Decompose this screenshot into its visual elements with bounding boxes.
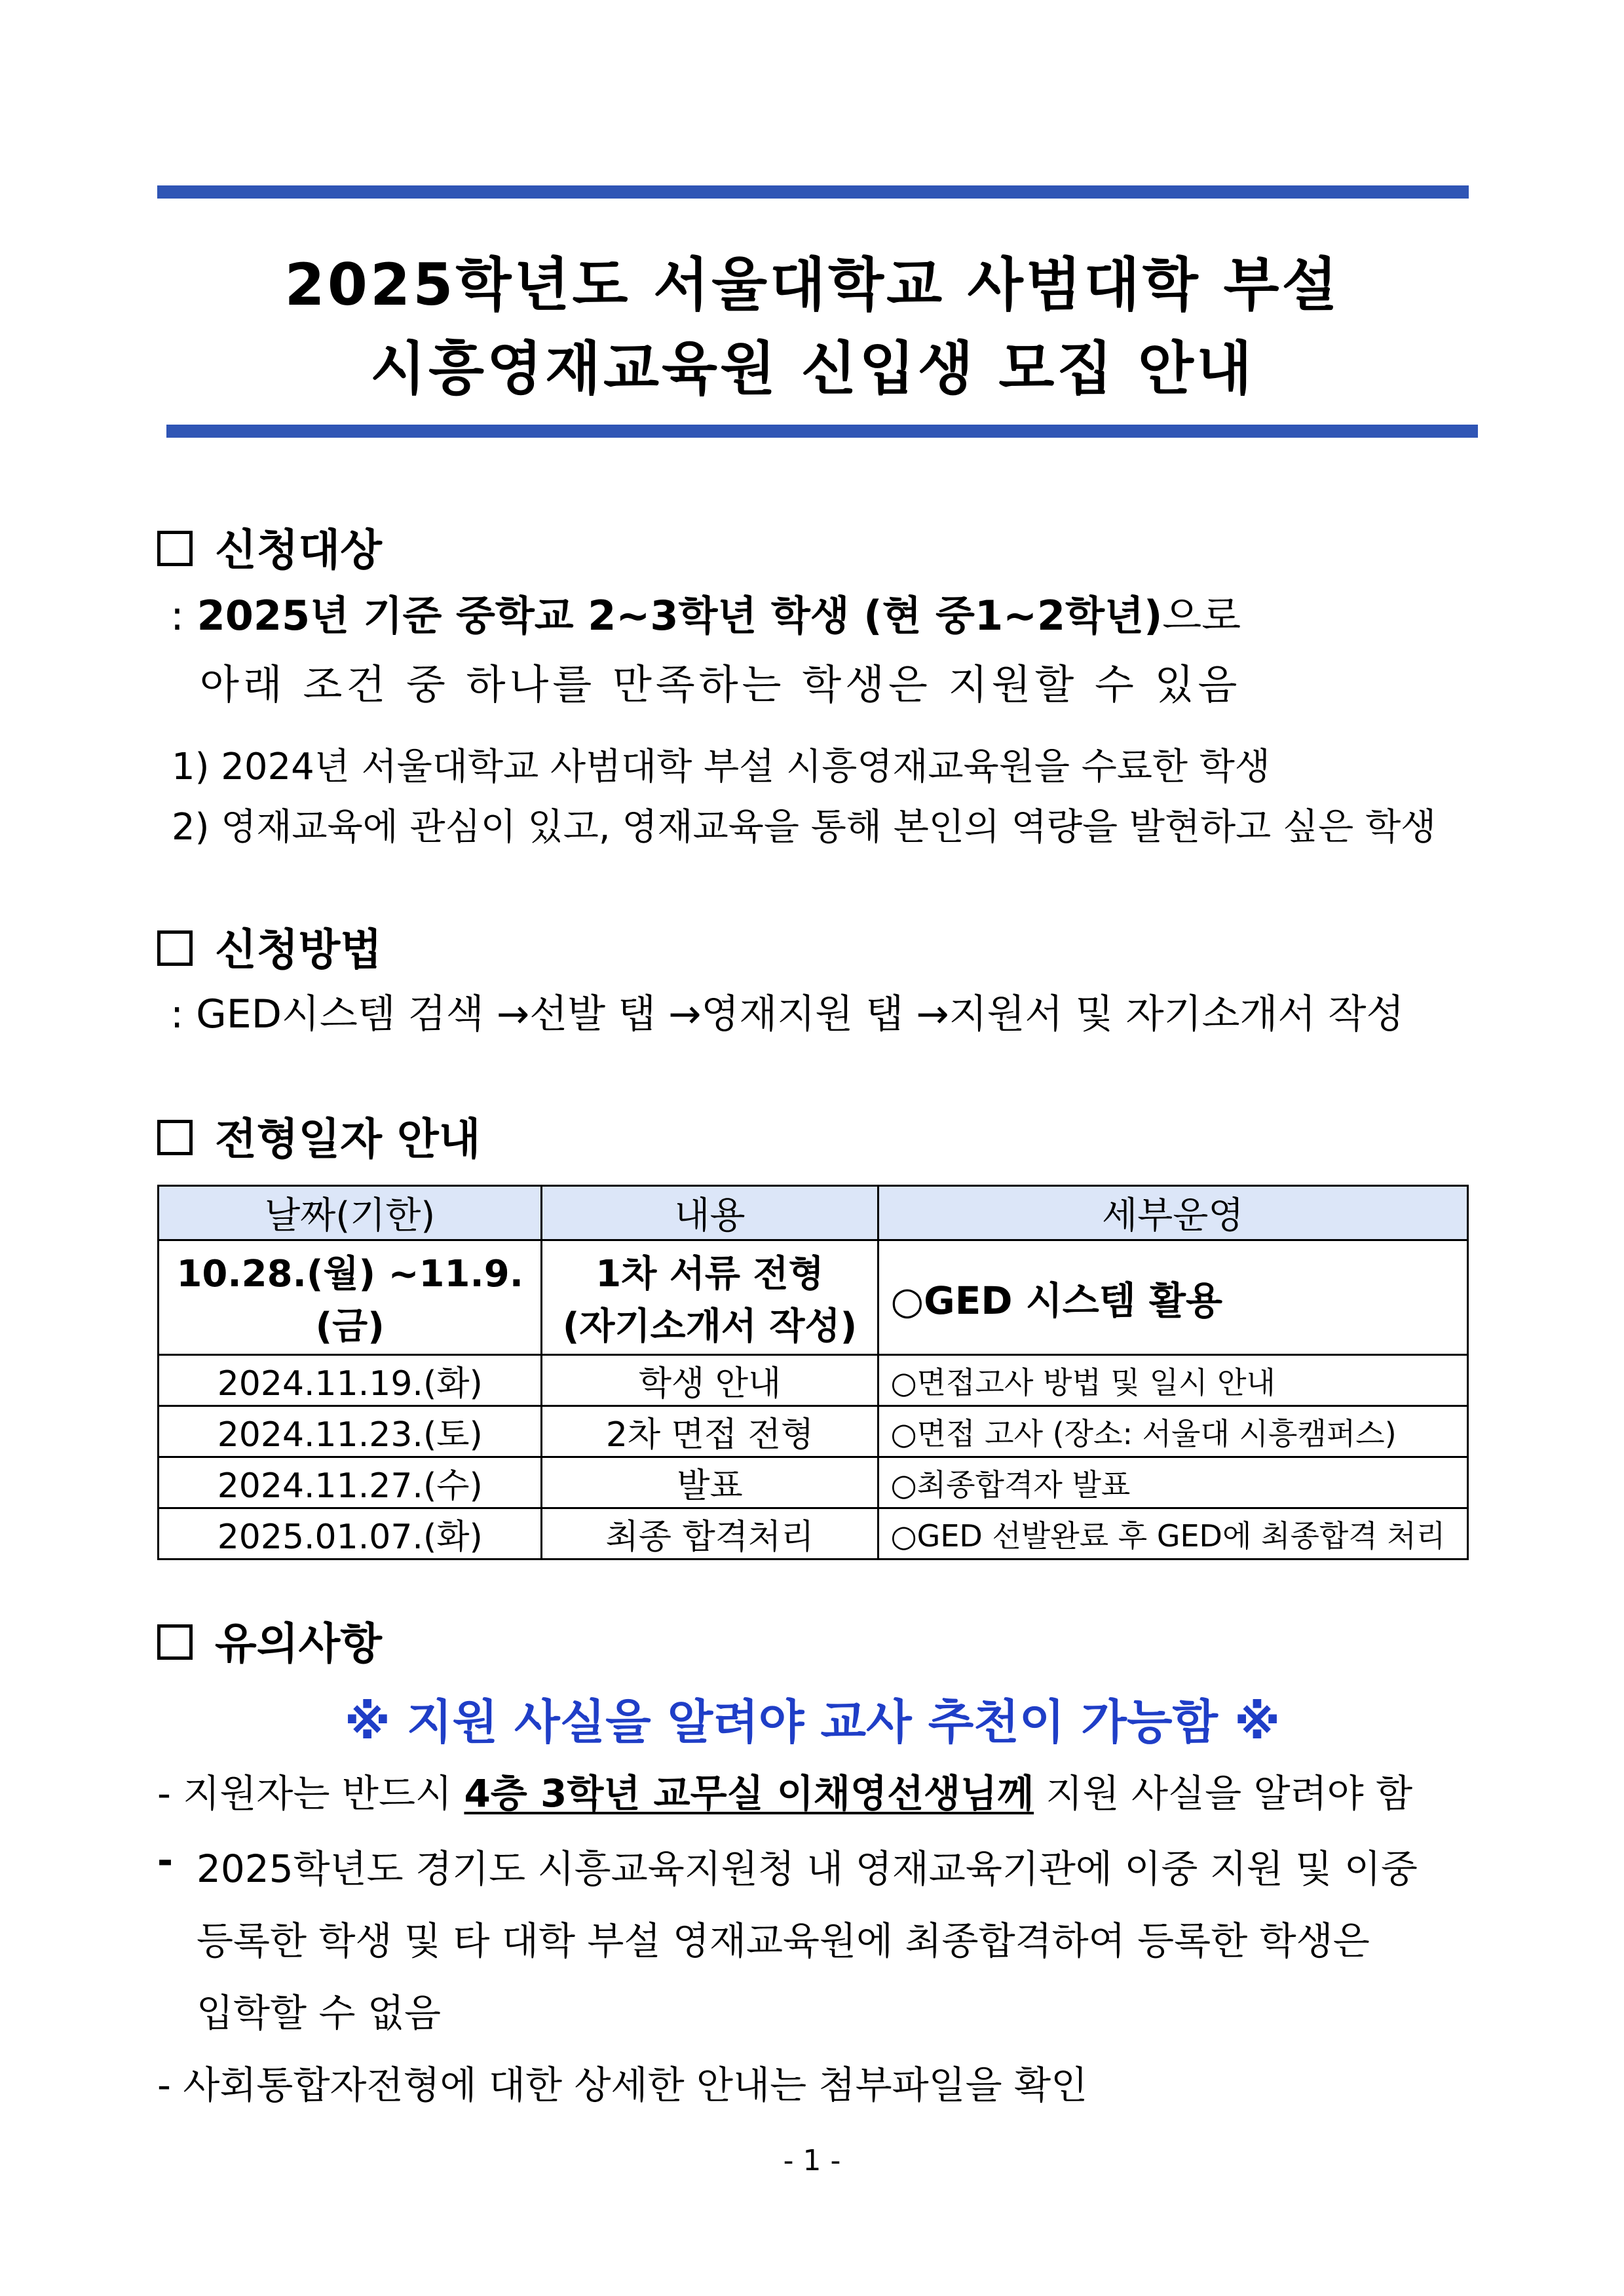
note-1-prefix: - 지원자는 반드시 <box>157 1771 464 1816</box>
section-heading-label: 신청방법 <box>215 925 383 975</box>
target-lead-rest: 으로 <box>1162 592 1241 640</box>
table-row <box>159 1457 1468 1508</box>
checkbox-square-icon <box>157 531 193 566</box>
table-cell-date: 2024.11.27.(수) <box>159 1457 542 1508</box>
table-row <box>159 1355 1468 1406</box>
table-cell-content: 최종 합격처리 <box>542 1508 878 1559</box>
note-2-line-3: 입학할 수 없음 <box>197 1991 442 2035</box>
note-3: - 사회통합자전형에 대한 상세한 안내는 첨부파일을 확인 <box>157 2063 1088 2107</box>
table-row <box>159 1406 1468 1457</box>
table-cell-date: 2024.11.19.(화) <box>159 1355 542 1406</box>
schedule-table <box>157 1185 1469 1560</box>
target-lead-bold: 2025년 기준 중학교 2~3학년 학생 (현 중1~2학년) <box>197 592 1163 640</box>
table-cell-date: 10.28.(월) ~11.9.(금) <box>159 1240 542 1355</box>
method-text: : GED시스템 검색 →선발 탭 →영재지원 탭 →지원서 및 자기소개서 작성 <box>170 991 1405 1037</box>
table-cell-ops: ○GED 선발완료 후 GED에 최종합격 처리 <box>878 1508 1467 1559</box>
page-title-line2: 시흥영재교육원 신입생 모집 안내 <box>369 335 1255 402</box>
target-list-item-2: 2) 영재교육에 관심이 있고, 영재교육을 통해 본인의 역량을 발현하고 싶은 학생 <box>172 806 1437 849</box>
target-condition-line: 아래 조건 중 하나를 만족하는 학생은 지원할 수 있음 <box>200 660 1241 708</box>
section-heading-notes <box>157 1609 382 1671</box>
section-heading-label: 전형일자 안내 <box>215 1114 481 1164</box>
checkbox-square-icon <box>157 930 193 966</box>
note-1 <box>157 1763 1412 1818</box>
target-list-item-1: 1) 2024년 서울대학교 사범대학 부설 시흥영재교육원을 수료한 학생 <box>172 746 1270 788</box>
table-cell-content: 2차 면접 전형 <box>542 1406 878 1457</box>
section-heading-method <box>157 915 382 977</box>
table-cell-content: 발표 <box>542 1457 878 1508</box>
content-line-1: 1차 서류 전형 <box>595 1253 824 1295</box>
bottom-title-bar <box>166 425 1478 438</box>
table-cell-content: 학생 안내 <box>542 1355 878 1406</box>
page-number: - 1 - <box>783 2144 841 2177</box>
content-line-2: (자기소개서 작성) <box>562 1305 858 1348</box>
table-header-content: 내용 <box>542 1186 878 1240</box>
table-cell-content <box>542 1240 878 1355</box>
table-header-ops: 세부운영 <box>878 1186 1467 1240</box>
table-cell-ops: ○면접고사 방법 및 일시 안내 <box>878 1355 1467 1406</box>
note-1-rest: 지원 사실을 알려야 함 <box>1034 1771 1413 1816</box>
table-cell-ops: ○면접 고사 (장소: 서울대 시흥캠퍼스) <box>878 1406 1467 1457</box>
checkbox-square-icon <box>157 1120 193 1155</box>
table-row <box>159 1508 1468 1559</box>
section-heading-label: 신청대상 <box>215 525 383 575</box>
table-cell-ops: ○GED 시스템 활용 <box>878 1240 1467 1355</box>
page-title-line1: 2025학년도 서울대학교 사범대학 부설 <box>284 251 1340 318</box>
notice-highlight: ※ 지원 사실을 알려야 교사 추천이 가능함 ※ <box>344 1694 1281 1750</box>
target-lead-line <box>170 583 1241 641</box>
note-2-line-2: 등록한 학생 및 타 대학 부설 영재교육원에 최종합격하여 등록한 학생은 <box>197 1919 1370 1963</box>
section-heading-target <box>157 515 382 577</box>
checkbox-square-icon <box>157 1624 193 1660</box>
section-heading-label: 유의사항 <box>215 1618 383 1669</box>
top-title-bar <box>157 185 1469 199</box>
note-2-line-1: 2025학년도 경기도 시흥교육지원청 내 영재교육기관에 이중 지원 및 이중 <box>197 1846 1418 1891</box>
section-heading-schedule <box>157 1104 481 1166</box>
target-lead-prefix: : <box>170 592 197 640</box>
table-cell-date: 2024.11.23.(토) <box>159 1406 542 1457</box>
table-cell-ops: ○최종합격자 발표 <box>878 1457 1467 1508</box>
note-2-dash: - <box>157 1838 174 1883</box>
table-row <box>159 1240 1468 1355</box>
table-header-date: 날짜(기한) <box>159 1186 542 1240</box>
table-header-row <box>159 1186 1468 1240</box>
table-cell-date: 2025.01.07.(화) <box>159 1508 542 1559</box>
note-1-emphasis: 4층 3학년 교무실 이채영선생님께 <box>464 1771 1034 1816</box>
